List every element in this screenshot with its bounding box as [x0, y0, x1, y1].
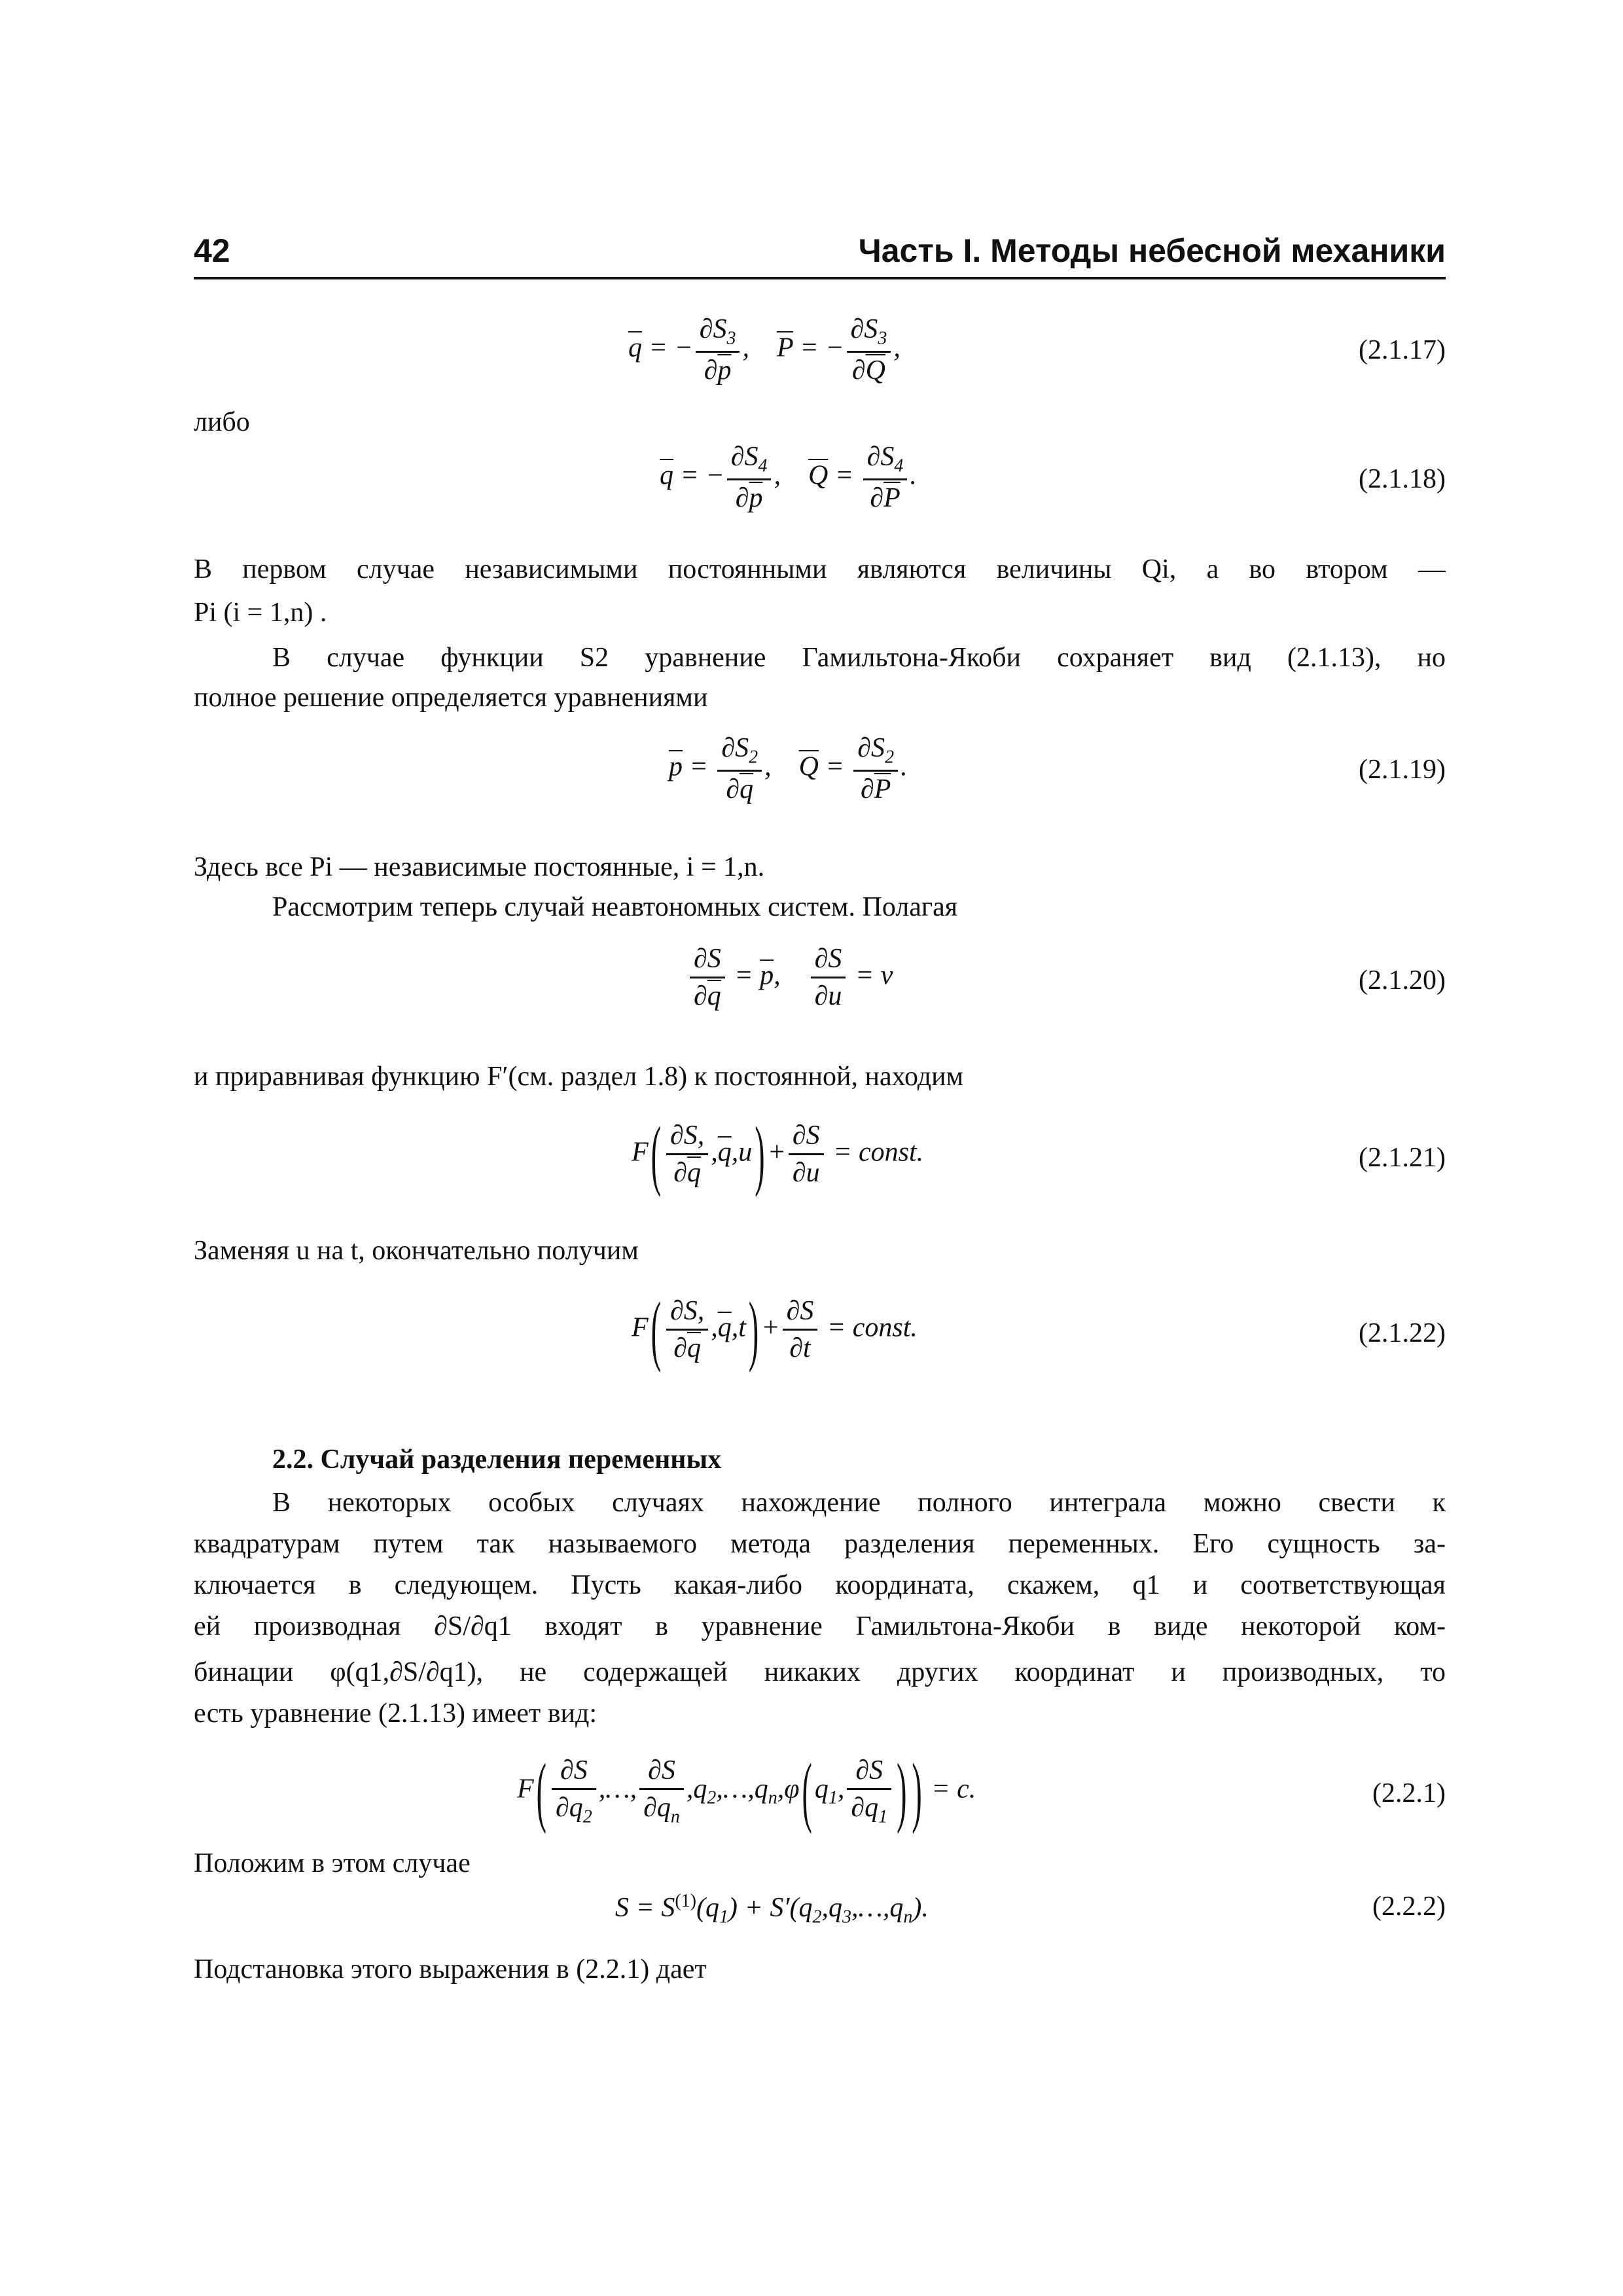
eq-number-2-1-18: (2.1.18): [1359, 464, 1446, 494]
eq-number-2-1-20: (2.1.20): [1359, 965, 1446, 996]
paragraph-7-line-6: есть уравнение (2.1.13) имеет вид:: [194, 1698, 597, 1729]
eq-number-2-1-17: (2.1.17): [1359, 335, 1446, 365]
formula-2-1-19: $\overline{p}$ = $\frac{\partial S_2}{\partial\overline{q}}$ , $\overline{Q}$ = $\frac{\partial S_2}{\partial\overline{P}}$ .: [669, 733, 908, 804]
formula-2-1-20: $\frac{\partial S}{\partial\overline{q}}$ = $\overline{p}$, $\frac{\partial S}{\partial u}$ = v: [687, 942, 893, 1013]
formula-2-1-22: F( $\frac{\partial S,}{\partial\overline{q}}$ $,\overline{q},t)+$ $\frac{\partial S}{\partial t}$ = const.: [632, 1286, 918, 1373]
text-libo: либо: [194, 407, 250, 437]
section-title: 2.2. Случай разделения переменных: [272, 1444, 722, 1475]
paragraph-8: Положим в этом случае: [194, 1848, 471, 1878]
paragraph-1-line-2: Pi (i = 1,n) .: [194, 598, 327, 628]
paragraph-7-line-2: квадратурам путем так называемого метода разделения переменных. Его сущность за-: [194, 1529, 1446, 1559]
eq-number-2-2-1: (2.2.1): [1372, 1778, 1446, 1808]
eq-number-2-1-21: (2.1.21): [1359, 1143, 1446, 1173]
running-title: Часть I. Методы небесной механики: [858, 232, 1446, 269]
header-rule: [194, 277, 1446, 279]
paragraph-5: и приравнивая функцию F′(см. раздел 1.8) к постоянной, находим: [194, 1062, 964, 1092]
paragraph-3: Здесь все Pi — независимые постоянные, i = 1,n.: [194, 852, 765, 882]
paragraph-7-line-5: бинации φ(q1,∂S/∂q1), не содержащей никаких других координат и производных, то: [194, 1657, 1446, 1687]
formula-2-1-17: $\overline{q}$ = − $\frac{\partial S_3}{\partial\overline{p}}$ , $\overline{P}$ = − $\frac{\partial S_3}{\partial\overline{Q}}$ ,: [628, 314, 901, 386]
paragraph-9: Подстановка этого выражения в (2.2.1) дает: [194, 1954, 707, 1984]
formula-2-2-1: F( $\frac{\partial S}{\partial q_2}$ ,…, $\frac{\partial S}{\partial q_n}$ $,q_2,\dots,q_n,\varphi(q_1$, $\frac{\partial S}{\partial q_1}$ ) ) = c.: [517, 1748, 976, 1835]
paragraph-1-line-1: В первом случае независимыми постоянными являются величины Qi, а во втором —: [194, 554, 1446, 584]
paragraph-7-line-3: ключается в следующем. Пусть какая-либо координата, скажем, q1 и соответствующая: [194, 1570, 1446, 1600]
paragraph-4: Рассмотрим теперь случай неавтономных систем. Полагая: [272, 892, 958, 922]
paragraph-7-line-1: В некоторых особых случаях нахождение полного интеграла можно свести к: [272, 1488, 1446, 1518]
formula-2-1-18: $\overline{q}$ = − $\frac{\partial S_4}{\partial\overline{p}}$ , $\overline{Q}$ = $\frac{\partial S_4}{\partial\overline{P}}$ .: [660, 442, 917, 513]
paragraph-7-line-4: ей производная ∂S/∂q1 входят в уравнение Гамильтона-Якоби в виде некоторой ком-: [194, 1611, 1446, 1641]
eq-number-2-1-22: (2.1.22): [1359, 1318, 1446, 1348]
formula-2-1-21: F( $\frac{\partial S,}{\partial\overline{q}}$ $,\overline{q},u)+$ $\frac{\partial S}{\partial u}$ = const.: [632, 1111, 924, 1198]
formula-2-2-2: $S = S^{(1)}(q_1)$ + $S'(q_2,q_3,\dots,q_n)$.: [615, 1891, 929, 1928]
paragraph-2-line-1: В случае функции S2 уравнение Гамильтона-Якоби сохраняет вид (2.1.13), но: [272, 643, 1446, 673]
eq-number-2-1-19: (2.1.19): [1359, 755, 1446, 785]
paragraph-6: Заменяя u на t, окончательно получим: [194, 1236, 639, 1266]
page-number: 42: [194, 232, 230, 269]
eq-number-2-2-2: (2.2.2): [1372, 1892, 1446, 1922]
paragraph-2-line-2: полное решение определяется уравнениями: [194, 683, 708, 713]
